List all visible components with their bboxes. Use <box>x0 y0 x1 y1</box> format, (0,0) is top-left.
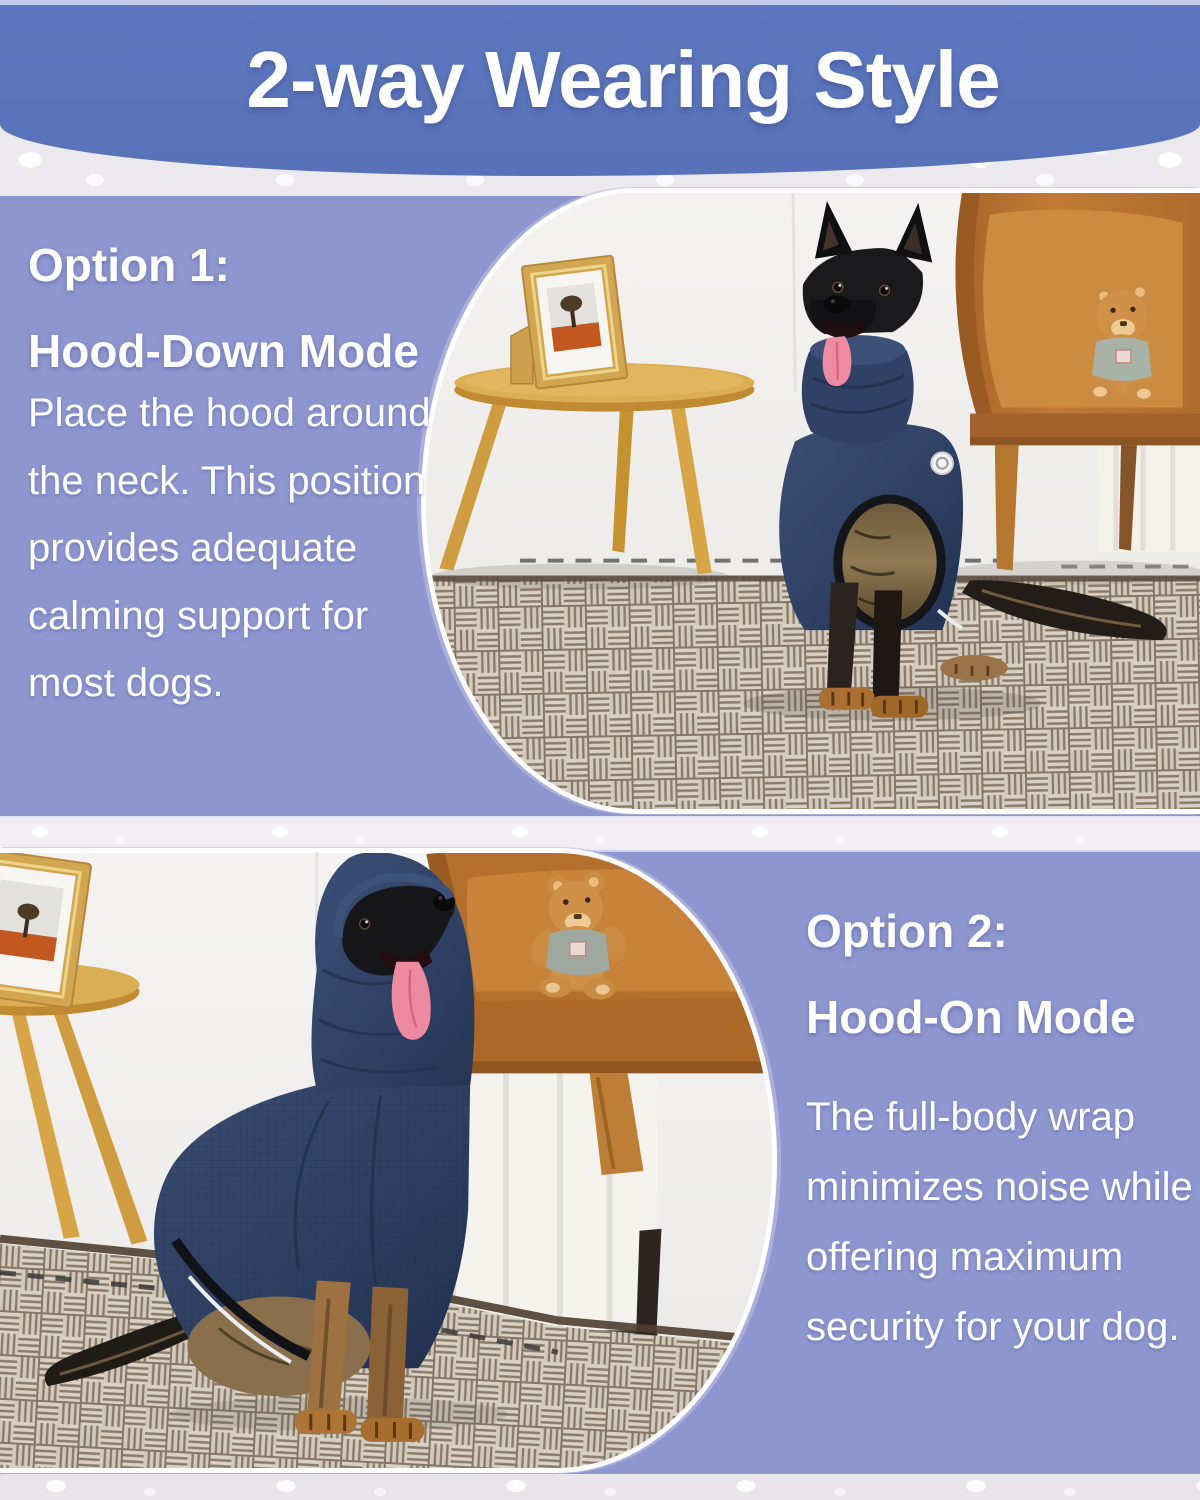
option2-body-line: minimizes noise while <box>806 1165 1193 1209</box>
option1-body-line: calming support for <box>28 593 369 638</box>
picture-frame <box>511 255 627 388</box>
option1-body-line: Place the hood around <box>28 391 431 435</box>
curtain <box>1097 441 1200 552</box>
option2-body <box>806 1082 1200 1362</box>
option1-text-block <box>28 222 448 718</box>
option2-heading-line2: Hood-On Mode <box>806 991 1136 1043</box>
option2-body-line: offering maximum <box>806 1235 1124 1279</box>
title-banner <box>0 0 1200 176</box>
option2-body-line: security for your dog. <box>806 1305 1180 1349</box>
option2-text-block <box>806 888 1200 1362</box>
hood-down-scene <box>426 193 1200 809</box>
option2-heading-line1: Option 2: <box>806 905 1008 957</box>
option1-body-line: provides adequate <box>28 526 358 570</box>
bottom-dotted-band <box>0 1474 1200 1500</box>
option1-heading-line2: Hood-Down Mode <box>28 325 419 377</box>
page-title: 2-way Wearing Style <box>246 35 1000 124</box>
photo-hood-on-mode <box>0 848 777 1473</box>
wall-corner-line <box>793 193 795 392</box>
option1-body-line: most dogs. <box>28 661 224 705</box>
section-divider-band <box>0 818 1200 850</box>
option2-body-line: The full-body wrap <box>806 1095 1136 1139</box>
option1-body-line: the neck. This position <box>28 458 426 503</box>
option1-body <box>28 380 448 718</box>
top-edge-strip <box>0 0 1200 5</box>
photo-hood-down-mode <box>421 188 1200 814</box>
option1-heading-line1: Option 1: <box>28 239 230 291</box>
hood-on-scene <box>0 853 772 1468</box>
vest-logo-tag <box>931 452 953 474</box>
